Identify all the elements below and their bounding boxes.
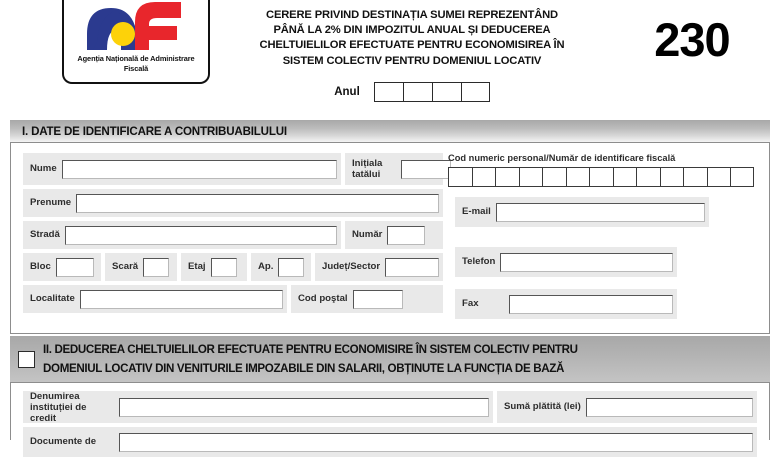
field-cod-postal-label: Cod poştal [298, 293, 348, 305]
field-scara-label: Scară [112, 261, 139, 273]
cnp-cell[interactable] [495, 167, 519, 187]
year-row [216, 82, 608, 102]
section-2-panel [10, 382, 770, 448]
field-apartament[interactable] [251, 253, 311, 281]
section-2-banner [10, 336, 770, 382]
field-apartament-label: Ap. [258, 261, 274, 273]
cnp-cell[interactable] [472, 167, 496, 187]
field-numar-label: Număr [352, 229, 383, 241]
year-cell[interactable] [461, 82, 490, 102]
field-documente[interactable] [23, 427, 757, 457]
form-title-line-4: SISTEM COLECTIV PENTRU DOMENIUL LOCATIV [282, 54, 542, 67]
field-numar-input[interactable] [387, 226, 425, 245]
field-denumirea-institutiei[interactable] [23, 391, 493, 423]
field-cod-postal[interactable] [291, 285, 443, 313]
form-title-line-2: PÂNĂ LA 2% DIN IMPOZITUL ANUAL ȘI DEDUCEREA [273, 24, 551, 37]
field-cod-postal-input[interactable] [353, 290, 403, 309]
cnp-cell[interactable] [589, 167, 613, 187]
cnp-cell[interactable] [683, 167, 707, 187]
field-bloc-input[interactable] [56, 258, 94, 277]
field-documente-input[interactable] [119, 433, 753, 452]
field-localitate-label: Localitate [30, 293, 75, 305]
year-input-boxes[interactable] [374, 82, 490, 102]
field-localitate[interactable] [23, 285, 287, 313]
cnp-cell[interactable] [613, 167, 637, 187]
field-numar[interactable] [345, 221, 443, 249]
field-fax-label: Fax [462, 298, 479, 310]
cnp-cell[interactable] [448, 167, 472, 187]
cnp-cell[interactable] [730, 167, 754, 187]
cnp-cell[interactable] [519, 167, 543, 187]
field-strada-input[interactable] [65, 226, 337, 245]
field-prenume-input[interactable] [76, 194, 439, 213]
field-bloc-label: Bloc [30, 261, 51, 273]
field-fax-input[interactable] [509, 295, 673, 314]
field-nume-input[interactable] [62, 160, 337, 179]
field-documente-label: Documente de [30, 436, 97, 448]
field-email-label: E-mail [462, 206, 491, 218]
field-suma-platita[interactable] [497, 391, 757, 423]
field-telefon[interactable] [455, 247, 677, 277]
anaf-logo-icon [77, 0, 195, 54]
field-initiala-tatalui-input[interactable] [401, 160, 451, 179]
field-etaj-input[interactable] [211, 258, 237, 277]
logo-caption-line-2: Fiscală [123, 63, 149, 73]
field-judet-sector-label: Județ/Sector [322, 261, 381, 273]
section-2-checkbox[interactable] [18, 351, 35, 368]
field-etaj[interactable] [181, 253, 247, 281]
field-fax[interactable] [455, 289, 677, 319]
field-localitate-input[interactable] [80, 290, 283, 309]
cnp-cell[interactable] [542, 167, 566, 187]
logo-caption-line-1: Agenția Națională de Administrare [77, 54, 195, 63]
field-strada-label: Stradă [30, 229, 60, 241]
field-strada[interactable] [23, 221, 341, 249]
anaf-logo-caption [66, 54, 206, 73]
anaf-logo-box [62, 0, 210, 84]
field-apartament-input[interactable] [278, 258, 304, 277]
field-prenume[interactable] [23, 189, 443, 217]
field-bloc[interactable] [23, 253, 101, 281]
cnp-cell[interactable] [707, 167, 731, 187]
section-1-banner [10, 120, 770, 142]
field-cnp[interactable] [448, 152, 760, 187]
field-suma-platita-input[interactable] [586, 398, 753, 417]
field-telefon-input[interactable] [500, 253, 673, 272]
form-number: 230 [654, 13, 730, 66]
field-judet-sector-input[interactable] [385, 258, 439, 277]
field-judet-sector[interactable] [315, 253, 443, 281]
year-label: Anul [334, 86, 360, 98]
field-email-input[interactable] [496, 203, 705, 222]
field-nume-label: Nume [30, 163, 57, 175]
field-cnp-label: Cod numeric personal/Număr de identificare fiscală [448, 153, 676, 163]
field-email[interactable] [455, 197, 709, 227]
field-initiala-tatalui-label: Inițiala tatălui [352, 158, 383, 180]
field-nume[interactable] [23, 153, 341, 185]
field-scara[interactable] [105, 253, 177, 281]
field-prenume-label: Prenume [30, 197, 72, 209]
cnp-cell[interactable] [566, 167, 590, 187]
form-title-line-1: CERERE PRIVIND DESTINAȚIA SUMEI REPREZENTÂND [266, 9, 558, 21]
field-etaj-label: Etaj [188, 261, 206, 273]
section-2-title-line-2: DOMENIUL LOCATIV DIN VENITURILE IMPOZABILE DIN SALARII, OBȚINUTE LA FUNCȚIA DE BAZĂ [43, 362, 564, 375]
section-1-title: I. DATE DE IDENTIFICARE A CONTRIBUABILULUI [22, 124, 287, 138]
denumirea-label-line-1: Denumirea [30, 390, 80, 402]
year-cell[interactable] [403, 82, 432, 102]
field-scara-input[interactable] [143, 258, 169, 277]
field-telefon-label: Telefon [462, 256, 496, 268]
field-denumirea-institutiei-input[interactable] [119, 398, 489, 417]
section-2-title [43, 340, 578, 378]
section-2-title-line-1: II. DEDUCEREA CHELTUIELILOR EFECTUATE PENTRU ECONOMISIRE ÎN SISTEM COLECTIV PENTRU [43, 343, 578, 356]
year-cell[interactable] [374, 82, 403, 102]
field-suma-platita-label: Sumă plătită (lei) [504, 401, 581, 413]
field-cnp-boxes[interactable] [448, 167, 760, 187]
form-title-line-3: CHELTUIELILOR EFECTUATE PENTRU ECONOMISIREA ÎN [259, 39, 565, 52]
form-header [0, 0, 780, 118]
cnp-cell[interactable] [636, 167, 660, 187]
year-cell[interactable] [432, 82, 461, 102]
field-denumirea-institutiei-label [23, 391, 119, 424]
denumirea-label-line-2: instituției de credit [30, 401, 87, 424]
form-title [216, 8, 608, 69]
field-initiala-tatalui[interactable] [345, 153, 443, 185]
cnp-cell[interactable] [660, 167, 684, 187]
